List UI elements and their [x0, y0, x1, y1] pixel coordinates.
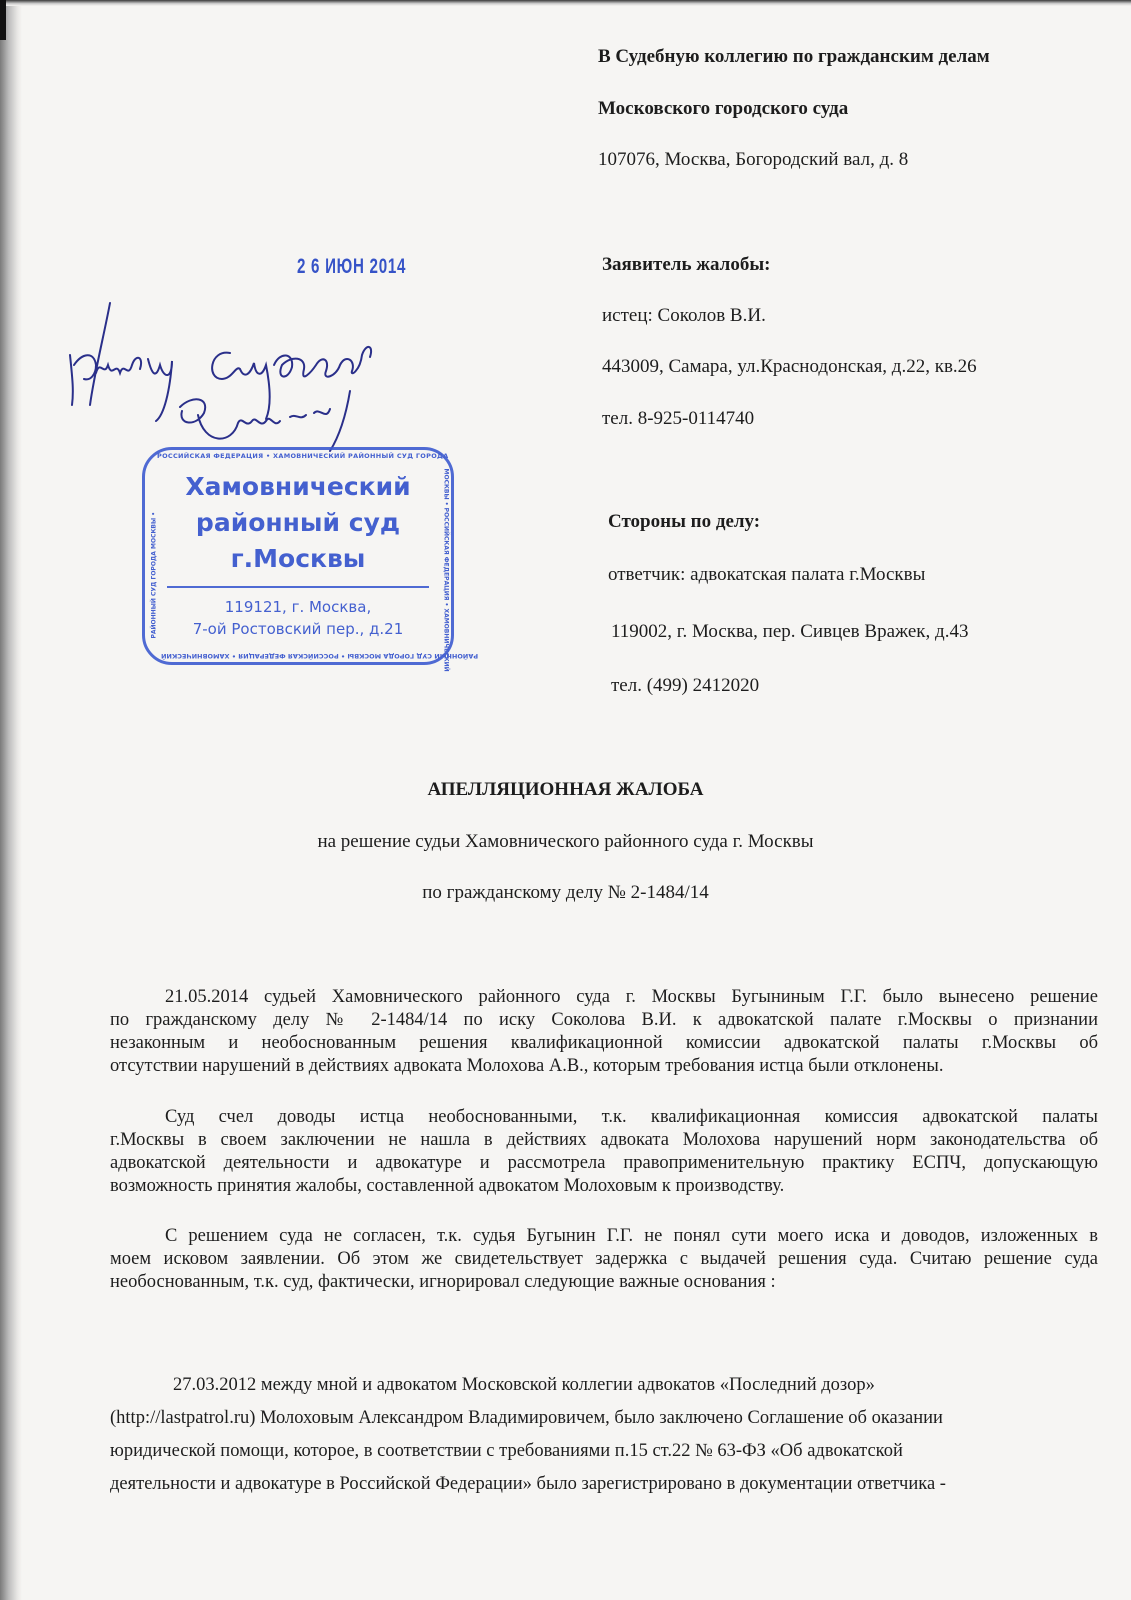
paragraph-1: [110, 986, 1098, 1078]
text-line: незаконным и необоснованным решения квалификационной комиссии адвокатской палаты г.Москвы об: [110, 1033, 1098, 1053]
document-title: АПЕЛЛЯЦИОННАЯ ЖАЛОБА: [427, 779, 704, 800]
scan-edge-top: [0, 0, 1131, 6]
text-line: необоснованным, т.к. суд, фактически, игнорировал следующие важные основания :: [110, 1272, 776, 1292]
text-line: адвокатской деятельности и адвокатуре и рассмотрела правоприменительную практику ЕСПЧ, допускающую: [110, 1153, 1098, 1173]
applicant-phone: тел. 8-925-0114740: [602, 408, 755, 429]
respondent-name: ответчик: адвокатская палата г.Москвы: [608, 564, 926, 585]
stamp-line3: г.Москвы: [230, 544, 366, 573]
stamp-address2: 7-ой Ростовский пер., д.21: [192, 620, 404, 638]
stamp-line1: Хамовнический: [185, 472, 411, 501]
text-line: Суд счел доводы истца необоснованными, т.к. квалификационная комиссия адвокатской палаты: [165, 1107, 1098, 1127]
text-line: отсутствии нарушений в действиях адвоката Молохова А.В., которым требования истца были отклонены.: [110, 1056, 944, 1076]
addressee-address: 107076, Москва, Богородский вал, д. 8: [598, 149, 909, 170]
stamp-ring-top: РОССИЙСКАЯ ФЕДЕРАЦИЯ • ХАМОВНИЧЕСКИЙ РАЙОННЫЙ СУД ГОРОДА: [157, 452, 449, 460]
stamp-line2: районный суд: [195, 508, 401, 537]
text-line: (http://lastpatrol.ru) Молоховым Александром Владимировичем, было заключено Соглашение об оказании: [110, 1408, 943, 1428]
stamp-address1: 119121, г. Москва,: [224, 598, 372, 616]
document-subtitle-2: по гражданскому делу № 2-1484/14: [422, 882, 709, 903]
stamp-divider: [167, 586, 429, 588]
paragraph-3: [110, 1225, 1098, 1294]
text-line: по гражданскому делу № 2-1484/14 по иску Соколова В.И. к адвокатской палате г.Москвы о признании: [110, 1010, 1098, 1030]
stamp-ring-bottom: РАЙОННЫЙ СУД ГОРОДА МОСКВЫ • РОССИЙСКАЯ ФЕДЕРАЦИЯ • ХАМОВНИЧЕСКИЙ: [161, 652, 479, 660]
text-line: возможность принятия жалобы, составленной адвокатом Молоховым к производству.: [110, 1176, 785, 1196]
text-line: 27.03.2012 между мной и адвокатом Московской коллегии адвокатов «Последний дозор»: [173, 1375, 875, 1395]
respondent-phone: тел. (499) 2412020: [611, 675, 760, 696]
document-subtitle-1: на решение судьи Хамовнического районного суда г. Москвы: [317, 831, 814, 852]
text-line: 21.05.2014 судьей Хамовнического районного суда г. Москвы Бугыниным Г.Г. было вынесено решение: [165, 987, 1098, 1007]
scan-corner: [0, 0, 6, 40]
stamp-ring-left: РАЙОННЫЙ СУД ГОРОДА МОСКВЫ •: [150, 511, 158, 639]
court-stamp: [142, 447, 479, 672]
respondent-address: 119002, г. Москва, пер. Сивцев Вражек, д.43: [611, 621, 969, 642]
addressee-line2: Московского городского суда: [598, 98, 849, 119]
applicant-heading: Заявитель жалобы:: [602, 254, 771, 275]
parties-heading: Стороны по делу:: [608, 511, 761, 532]
applicant-address: 443009, Самара, ул.Краснодонская, д.22, кв.26: [602, 356, 977, 377]
text-line: моем исковом заявлении. Об этом же свидетельствует задержка с выдачей решения суда. Считаю решение суда: [110, 1249, 1098, 1269]
addressee-line1: В Судебную коллегию по гражданским делам: [598, 46, 990, 67]
handwritten-signature: [60, 295, 450, 455]
text-line: г.Москвы в своем заключении не нашла в действиях адвоката Молохова нарушений норм законодательства об: [110, 1130, 1098, 1150]
text-line: деятельности и адвокатуре в Российской Федерации» было зарегистрировано в документации ответчика -: [110, 1474, 946, 1494]
paragraph-2: [110, 1106, 1098, 1198]
stamp-ring-right: МОСКВЫ • РОССИЙСКАЯ ФЕДЕРАЦИЯ • ХАМОВНИЧЕСКИЙ: [442, 468, 450, 672]
received-date-stamp: 2 6 ИЮН 2014: [297, 255, 407, 278]
paragraph-4: [110, 1369, 946, 1501]
text-line: юридической помощи, которое, в соответствии с требованиями п.15 ст.22 № 63-ФЗ «Об адвокатской: [110, 1441, 903, 1461]
text-line: С решением суда не согласен, т.к. судья Бугынин Г.Г. не понял сути моего иска и доводов, изложенных в: [165, 1226, 1098, 1246]
applicant-name: истец: Соколов В.И.: [602, 305, 766, 326]
